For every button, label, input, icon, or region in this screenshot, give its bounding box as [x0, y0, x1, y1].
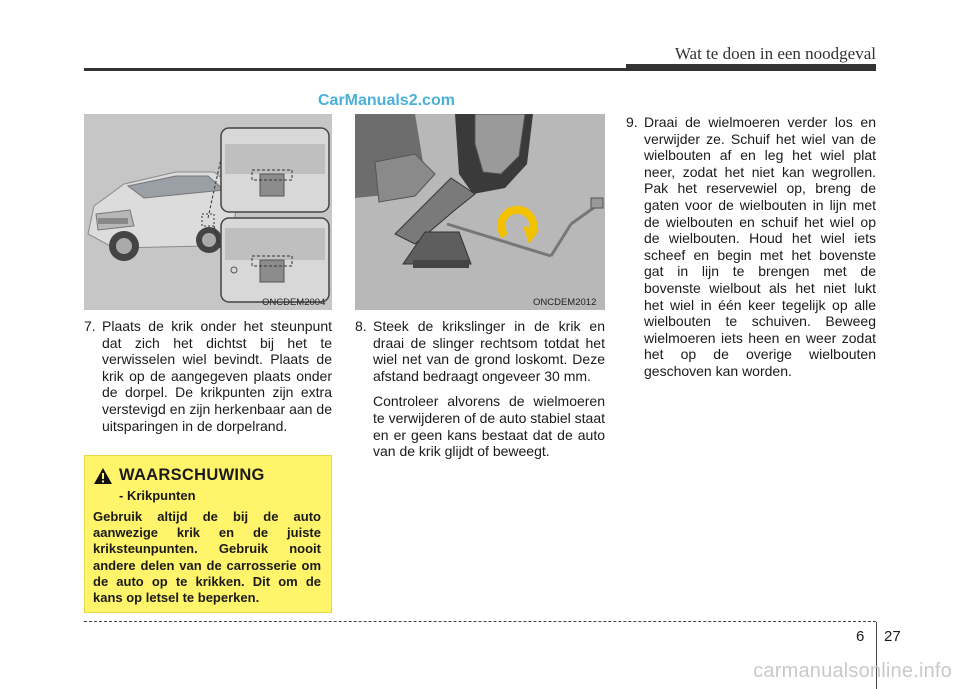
jack-handle-figure	[355, 114, 605, 310]
figure-code-left: ONCDEM2004	[262, 297, 326, 308]
jack-illustration	[355, 114, 605, 310]
section-number: 6	[856, 628, 865, 645]
warning-triangle-icon	[93, 467, 113, 485]
warning-box	[84, 455, 332, 613]
step-8-number: 8.	[355, 318, 367, 334]
step-8-text: Steek de krikslinger in de krik en draai de slinger rechtsom totdat het wiel net van de grond loskomt. Deze afstand bedraagt ongeveer 30 mm.	[373, 318, 605, 384]
step-8	[355, 318, 605, 460]
footer-rule	[84, 621, 876, 622]
step-9-number: 9.	[626, 114, 638, 130]
step-9-text: Draai de wielmoeren verder los en verwijder ze. Schuif het wiel van de wielbouten af en leg het wiel plat neer, zodat het niet kan wegrollen. Pak het reservewiel op, breng de gaten voor de wielbouten in lijn met de wielbouten en schuif het wiel op de wielbouten. Houd het wiel iets scheef en begin met het bovenste gat in lijn te brengen met de bovenste wielbout als het niet lukt het wiel in één keer tegelijk op alle wielbouten te schuiven. Beweeg wielmoeren iets heen en weer zodat het op de overige wielbouten geschoven kan worden.	[644, 114, 876, 379]
step-7	[84, 318, 332, 434]
page-number: 27	[884, 628, 901, 645]
jacking-point-figure	[84, 114, 332, 310]
step-7-text: Plaats de krik onder het steunpunt dat zich het dichtst bij het te verwisselen wiel bevindt. Plaats de krik op de aangegeven plaats onder de dorpel. De krikpunten zijn extra verstevigd en zijn herkenbaar aan de uitsparingen in de dorpelrand.	[102, 318, 332, 434]
step-7-number: 7.	[84, 318, 96, 334]
warning-body: Gebruik altijd de bij de auto aanwezige krik en de juiste kriksteunpunten. Gebruik nooit andere delen van de carrosserie om de auto op te krikken. Dit om de kans op letsel te beperken.	[93, 509, 321, 606]
warning-subtitle: - Krikpunten	[119, 488, 196, 503]
figure-code-right: ONCDEM2012	[533, 297, 597, 308]
warning-title: WAARSCHUWING	[119, 466, 265, 484]
step-8-text-2: Controleer alvorens de wielmoeren te verwijderen of de auto stabiel staat en er geen kans bestaat dat de auto van de krik glijdt of beweegt.	[373, 393, 605, 460]
watermark-top: CarManuals2.com	[318, 92, 455, 109]
header-rule-accent	[626, 64, 876, 71]
watermark-bottom: carmanualsonline.info	[753, 660, 952, 682]
car-illustration	[84, 114, 332, 310]
running-header-title: Wat te doen in een noodgeval	[674, 44, 876, 63]
step-9	[626, 114, 876, 380]
